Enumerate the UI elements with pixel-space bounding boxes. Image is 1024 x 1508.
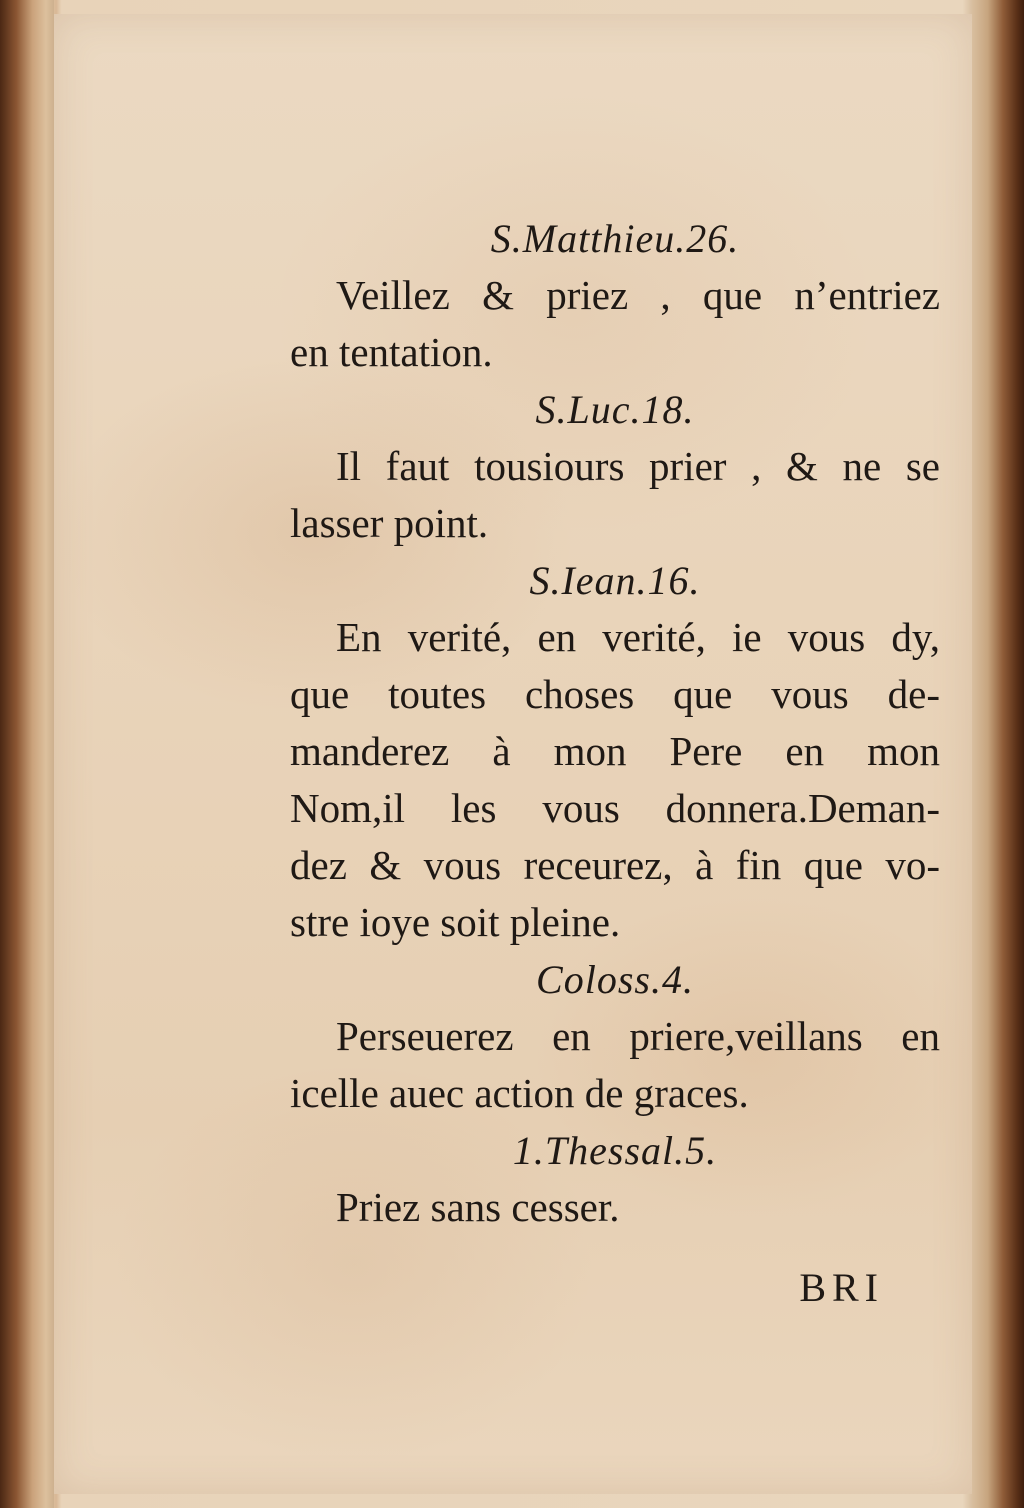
verse-line: Veillez & priez , que n’entriez bbox=[336, 272, 940, 318]
verse-line: Priez sans cesser. bbox=[336, 1184, 620, 1230]
verse-line: icelle auec action de graces. bbox=[290, 1070, 749, 1116]
scripture-reference: Coloss.4. bbox=[536, 957, 694, 1002]
verse-line: Nom,il les vous donnera.Deman- bbox=[290, 785, 940, 831]
verse-line: stre ioye soit pleine. bbox=[290, 899, 621, 945]
verse-line: dez & vous receurez, à fin que vo- bbox=[290, 842, 940, 888]
verse-line: en tentation. bbox=[290, 329, 493, 375]
verse-line: En verité, en verité, ie vous dy, bbox=[336, 614, 940, 660]
book-page bbox=[54, 14, 972, 1494]
verse-line: manderez à mon Pere en mon bbox=[290, 728, 940, 774]
right-page-edge bbox=[972, 0, 1024, 1508]
page-text-block bbox=[290, 210, 940, 1236]
scripture-reference: S.Matthieu.26. bbox=[490, 216, 740, 261]
verse-line: Perseuerez en priere,veillans en bbox=[336, 1013, 940, 1059]
catchword: BRI bbox=[799, 1265, 884, 1310]
verse-line: lasser point. bbox=[290, 500, 489, 546]
scripture-reference: S.Iean.16. bbox=[529, 558, 701, 603]
verse-line: que toutes choses que vous de- bbox=[290, 671, 940, 717]
scripture-reference: S.Luc.18. bbox=[535, 387, 695, 432]
scripture-reference: 1.Thessal.5. bbox=[512, 1128, 718, 1173]
left-binding-edge bbox=[0, 0, 54, 1508]
verse-line: Il faut tousiours prier , & ne se bbox=[336, 443, 940, 489]
